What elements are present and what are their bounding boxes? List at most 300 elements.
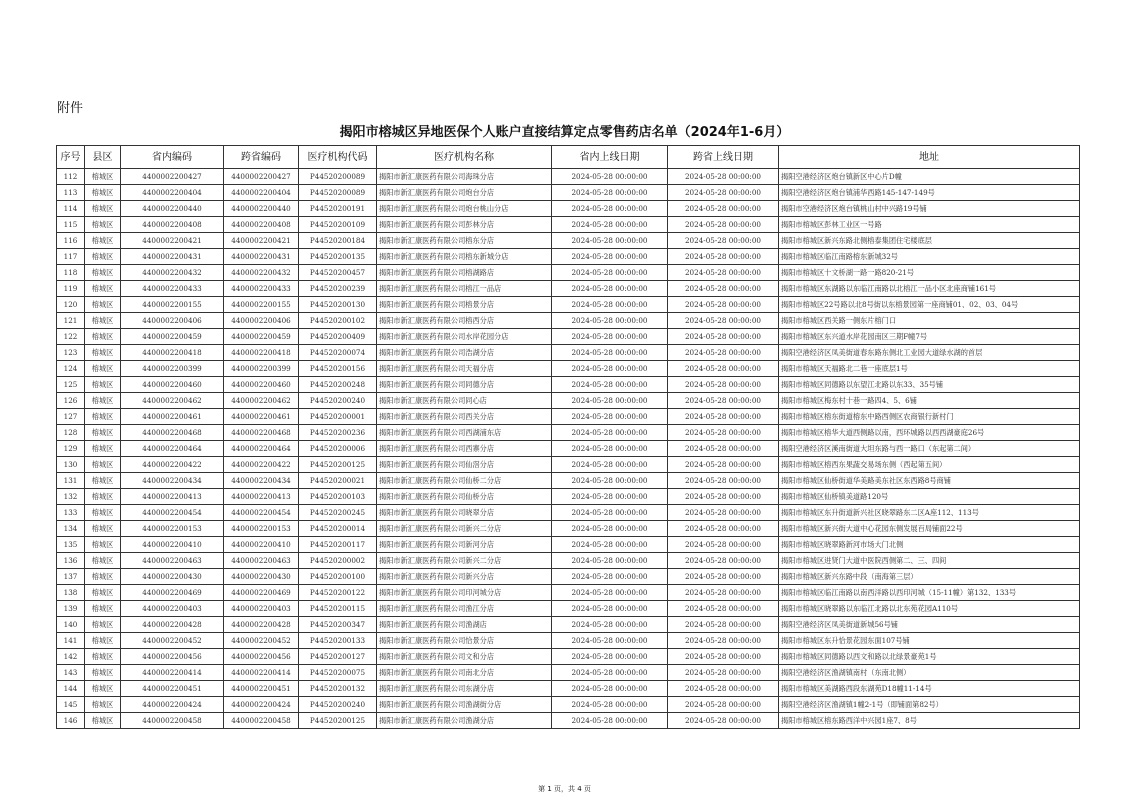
table-row bbox=[57, 281, 1080, 297]
table-row bbox=[57, 217, 1080, 233]
row-cross-date: 2024-05-28 00:00:00 bbox=[668, 169, 779, 185]
row-district: 榕城区 bbox=[85, 313, 121, 329]
table-row bbox=[57, 681, 1080, 697]
row-institution-name: 揭阳市新汇康医药有限公司同德分店 bbox=[377, 377, 552, 393]
row-district: 榕城区 bbox=[85, 537, 121, 553]
row-institution-code: P44520200125 bbox=[299, 713, 377, 729]
row-address: 揭阳市榕城区新兴东路中段（南海第三层） bbox=[779, 569, 1080, 585]
row-institution-code: P44520200103 bbox=[299, 489, 377, 505]
row-province-code: 4400002200462 bbox=[121, 393, 224, 409]
row-address: 揭阳空港经济区渔湖镇1幢2-1号（即铺面第82号） bbox=[779, 697, 1080, 713]
row-cross-date: 2024-05-28 00:00:00 bbox=[668, 553, 779, 569]
row-province-date: 2024-05-28 00:00:00 bbox=[552, 553, 668, 569]
row-institution-name: 揭阳市新汇康医药有限公司榕景分店 bbox=[377, 297, 552, 313]
row-province-code: 4400002200469 bbox=[121, 585, 224, 601]
row-district: 榕城区 bbox=[85, 681, 121, 697]
table-row bbox=[57, 649, 1080, 665]
row-index: 141 bbox=[57, 633, 85, 649]
col-header-province-online-date: 省内上线日期 bbox=[552, 146, 668, 169]
row-cross-code: 4400002200459 bbox=[224, 329, 299, 345]
row-institution-name: 揭阳市新汇康医药有限公司彭林分店 bbox=[377, 217, 552, 233]
row-index: 124 bbox=[57, 361, 85, 377]
row-address: 揭阳市榕城区晓翠路以东临江北路以北东苑花园A110号 bbox=[779, 601, 1080, 617]
row-address: 揭阳市榕城区仙桥街道华美路美东社区东西路8号商铺 bbox=[779, 473, 1080, 489]
row-province-code: 4400002200408 bbox=[121, 217, 224, 233]
row-institution-name: 揭阳市新汇康医药有限公司新兴分店 bbox=[377, 569, 552, 585]
row-cross-date: 2024-05-28 00:00:00 bbox=[668, 265, 779, 281]
row-district: 榕城区 bbox=[85, 697, 121, 713]
row-index: 118 bbox=[57, 265, 85, 281]
row-province-code: 4400002200440 bbox=[121, 201, 224, 217]
row-province-date: 2024-05-28 00:00:00 bbox=[552, 329, 668, 345]
row-cross-date: 2024-05-28 00:00:00 bbox=[668, 361, 779, 377]
row-cross-date: 2024-05-28 00:00:00 bbox=[668, 281, 779, 297]
pharmacy-table bbox=[56, 145, 1080, 729]
row-cross-code: 4400002200461 bbox=[224, 409, 299, 425]
row-district: 榕城区 bbox=[85, 489, 121, 505]
table-row bbox=[57, 697, 1080, 713]
row-institution-code: P44520200184 bbox=[299, 233, 377, 249]
row-district: 榕城区 bbox=[85, 345, 121, 361]
row-institution-name: 揭阳市新汇康医药有限公司东湖分店 bbox=[377, 681, 552, 697]
row-institution-name: 揭阳市新汇康医药有限公司浩湖分店 bbox=[377, 345, 552, 361]
row-cross-code: 4400002200424 bbox=[224, 697, 299, 713]
row-cross-code: 4400002200462 bbox=[224, 393, 299, 409]
row-district: 榕城区 bbox=[85, 409, 121, 425]
row-province-code: 4400002200404 bbox=[121, 185, 224, 201]
row-district: 榕城区 bbox=[85, 169, 121, 185]
row-province-date: 2024-05-28 00:00:00 bbox=[552, 489, 668, 505]
row-cross-code: 4400002200440 bbox=[224, 201, 299, 217]
row-province-date: 2024-05-28 00:00:00 bbox=[552, 569, 668, 585]
row-cross-date: 2024-05-28 00:00:00 bbox=[668, 345, 779, 361]
row-address: 揭阳市榕城区榕华大道西侧路以南，西环城路以西西湖豪庭26号 bbox=[779, 425, 1080, 441]
row-cross-date: 2024-05-28 00:00:00 bbox=[668, 633, 779, 649]
row-index: 145 bbox=[57, 697, 85, 713]
row-province-date: 2024-05-28 00:00:00 bbox=[552, 233, 668, 249]
row-district: 榕城区 bbox=[85, 249, 121, 265]
row-index: 127 bbox=[57, 409, 85, 425]
row-cross-date: 2024-05-28 00:00:00 bbox=[668, 473, 779, 489]
row-province-date: 2024-05-28 00:00:00 bbox=[552, 345, 668, 361]
row-institution-name: 揭阳市新汇康医药有限公司西寨分店 bbox=[377, 441, 552, 457]
row-province-date: 2024-05-28 00:00:00 bbox=[552, 617, 668, 633]
row-province-date: 2024-05-28 00:00:00 bbox=[552, 521, 668, 537]
row-district: 榕城区 bbox=[85, 601, 121, 617]
row-province-code: 4400002200155 bbox=[121, 297, 224, 313]
table-row bbox=[57, 521, 1080, 537]
table-row bbox=[57, 569, 1080, 585]
row-province-date: 2024-05-28 00:00:00 bbox=[552, 393, 668, 409]
row-index: 114 bbox=[57, 201, 85, 217]
row-district: 榕城区 bbox=[85, 329, 121, 345]
row-province-date: 2024-05-28 00:00:00 bbox=[552, 441, 668, 457]
row-institution-code: P44520200156 bbox=[299, 361, 377, 377]
row-address: 揭阳市榕城区临江南路榕东新城32号 bbox=[779, 249, 1080, 265]
row-institution-code: P44520200089 bbox=[299, 185, 377, 201]
table-row bbox=[57, 265, 1080, 281]
row-province-code: 4400002200433 bbox=[121, 281, 224, 297]
row-institution-name: 揭阳市新汇康医药有限公司恰景分店 bbox=[377, 633, 552, 649]
row-district: 榕城区 bbox=[85, 217, 121, 233]
row-address: 揭阳市榕城区梅东村十巷一路四4、5、6铺 bbox=[779, 393, 1080, 409]
row-province-date: 2024-05-28 00:00:00 bbox=[552, 377, 668, 393]
table-row bbox=[57, 249, 1080, 265]
table-row bbox=[57, 505, 1080, 521]
table-row bbox=[57, 361, 1080, 377]
row-cross-date: 2024-05-28 00:00:00 bbox=[668, 217, 779, 233]
table-row bbox=[57, 601, 1080, 617]
row-district: 榕城区 bbox=[85, 441, 121, 457]
row-institution-name: 揭阳市新汇康医药有限公司西关分店 bbox=[377, 409, 552, 425]
row-district: 榕城区 bbox=[85, 665, 121, 681]
row-institution-name: 揭阳市新汇康医药有限公司天福分店 bbox=[377, 361, 552, 377]
row-institution-name: 揭阳市新汇康医药有限公司渔江分店 bbox=[377, 601, 552, 617]
row-province-date: 2024-05-28 00:00:00 bbox=[552, 201, 668, 217]
row-province-code: 4400002200460 bbox=[121, 377, 224, 393]
row-province-code: 4400002200413 bbox=[121, 489, 224, 505]
row-cross-date: 2024-05-28 00:00:00 bbox=[668, 489, 779, 505]
row-address: 揭阳市榕城区彭林工业区一号路 bbox=[779, 217, 1080, 233]
row-index: 115 bbox=[57, 217, 85, 233]
row-address: 揭阳市榕城区天福路北二巷一座底层1号 bbox=[779, 361, 1080, 377]
row-institution-code: P44520200125 bbox=[299, 457, 377, 473]
row-institution-code: P44520200001 bbox=[299, 409, 377, 425]
row-province-date: 2024-05-28 00:00:00 bbox=[552, 649, 668, 665]
row-institution-code: P44520200115 bbox=[299, 601, 377, 617]
row-cross-date: 2024-05-28 00:00:00 bbox=[668, 185, 779, 201]
row-address: 揭阳市榕城区东兴道水岸花园南区三期F幢7号 bbox=[779, 329, 1080, 345]
row-address: 揭阳空港经济区凤美街道春东路东侧北工业园大道绿水湖的首层 bbox=[779, 345, 1080, 361]
row-district: 榕城区 bbox=[85, 585, 121, 601]
row-address: 揭阳市榕城区十文桥湖一路一路820-21号 bbox=[779, 265, 1080, 281]
row-cross-date: 2024-05-28 00:00:00 bbox=[668, 249, 779, 265]
row-province-date: 2024-05-28 00:00:00 bbox=[552, 457, 668, 473]
row-province-code: 4400002200432 bbox=[121, 265, 224, 281]
row-cross-code: 4400002200410 bbox=[224, 537, 299, 553]
row-district: 榕城区 bbox=[85, 377, 121, 393]
row-cross-code: 4400002200428 bbox=[224, 617, 299, 633]
row-address: 揭阳市榕城区东湖路以东临江南路以北榕江一品小区北座商铺161号 bbox=[779, 281, 1080, 297]
row-cross-code: 4400002200460 bbox=[224, 377, 299, 393]
row-province-date: 2024-05-28 00:00:00 bbox=[552, 601, 668, 617]
row-cross-code: 4400002200456 bbox=[224, 649, 299, 665]
row-index: 119 bbox=[57, 281, 85, 297]
table-row bbox=[57, 713, 1080, 729]
row-district: 榕城区 bbox=[85, 617, 121, 633]
row-institution-code: P44520200245 bbox=[299, 505, 377, 521]
row-address: 揭阳空港经济区凤美街道新城56号铺 bbox=[779, 617, 1080, 633]
row-institution-code: P44520200457 bbox=[299, 265, 377, 281]
row-cross-date: 2024-05-28 00:00:00 bbox=[668, 329, 779, 345]
row-cross-date: 2024-05-28 00:00:00 bbox=[668, 713, 779, 729]
row-cross-code: 4400002200421 bbox=[224, 233, 299, 249]
row-institution-code: P44520200006 bbox=[299, 441, 377, 457]
row-institution-code: P44520200248 bbox=[299, 377, 377, 393]
row-cross-code: 4400002200431 bbox=[224, 249, 299, 265]
row-index: 133 bbox=[57, 505, 85, 521]
row-address: 揭阳市空港经济区炮台镇桃山村中兴路19号铺 bbox=[779, 201, 1080, 217]
row-address: 揭阳空港经济区渔湖镇南村（东南北侧） bbox=[779, 665, 1080, 681]
row-province-date: 2024-05-28 00:00:00 bbox=[552, 505, 668, 521]
row-cross-date: 2024-05-28 00:00:00 bbox=[668, 409, 779, 425]
row-province-code: 4400002200431 bbox=[121, 249, 224, 265]
row-index: 132 bbox=[57, 489, 85, 505]
table-row bbox=[57, 441, 1080, 457]
row-district: 榕城区 bbox=[85, 633, 121, 649]
row-index: 112 bbox=[57, 169, 85, 185]
row-district: 榕城区 bbox=[85, 201, 121, 217]
row-province-date: 2024-05-28 00:00:00 bbox=[552, 185, 668, 201]
row-cross-code: 4400002200155 bbox=[224, 297, 299, 313]
row-cross-date: 2024-05-28 00:00:00 bbox=[668, 569, 779, 585]
row-cross-date: 2024-05-28 00:00:00 bbox=[668, 297, 779, 313]
row-index: 129 bbox=[57, 441, 85, 457]
row-institution-name: 揭阳市新汇康医药有限公司印河城分店 bbox=[377, 585, 552, 601]
row-province-code: 4400002200463 bbox=[121, 553, 224, 569]
row-institution-code: P44520200127 bbox=[299, 649, 377, 665]
row-province-code: 4400002200418 bbox=[121, 345, 224, 361]
row-address: 揭阳市榕城区西关路一侧东片榕门口 bbox=[779, 313, 1080, 329]
row-province-code: 4400002200427 bbox=[121, 169, 224, 185]
row-institution-name: 揭阳市新汇康医药有限公司文和分店 bbox=[377, 649, 552, 665]
row-cross-code: 4400002200413 bbox=[224, 489, 299, 505]
row-cross-code: 4400002200404 bbox=[224, 185, 299, 201]
table-row bbox=[57, 185, 1080, 201]
row-index: 117 bbox=[57, 249, 85, 265]
row-institution-name: 揭阳市新汇康医药有限公司炮台分店 bbox=[377, 185, 552, 201]
row-address: 揭阳空港经济区溪南街道大坦东路与西一路口（东起第二间） bbox=[779, 441, 1080, 457]
row-institution-name: 揭阳市新汇康医药有限公司新兴二分店 bbox=[377, 553, 552, 569]
row-institution-code: P44520200014 bbox=[299, 521, 377, 537]
row-province-date: 2024-05-28 00:00:00 bbox=[552, 537, 668, 553]
row-institution-code: P44520200021 bbox=[299, 473, 377, 489]
table-row bbox=[57, 233, 1080, 249]
row-institution-code: P44520200109 bbox=[299, 217, 377, 233]
table-row bbox=[57, 585, 1080, 601]
table-row bbox=[57, 297, 1080, 313]
row-province-date: 2024-05-28 00:00:00 bbox=[552, 281, 668, 297]
row-district: 榕城区 bbox=[85, 393, 121, 409]
row-province-date: 2024-05-28 00:00:00 bbox=[552, 697, 668, 713]
row-province-date: 2024-05-28 00:00:00 bbox=[552, 681, 668, 697]
row-cross-code: 4400002200463 bbox=[224, 553, 299, 569]
table-row bbox=[57, 617, 1080, 633]
row-index: 134 bbox=[57, 521, 85, 537]
row-district: 榕城区 bbox=[85, 569, 121, 585]
row-index: 137 bbox=[57, 569, 85, 585]
row-province-code: 4400002200458 bbox=[121, 713, 224, 729]
row-cross-date: 2024-05-28 00:00:00 bbox=[668, 457, 779, 473]
table-row bbox=[57, 537, 1080, 553]
row-province-date: 2024-05-28 00:00:00 bbox=[552, 409, 668, 425]
row-address: 揭阳市榕城区东升街道新兴社区晓翠路东二区A座112、113号 bbox=[779, 505, 1080, 521]
table-row bbox=[57, 473, 1080, 489]
row-province-date: 2024-05-28 00:00:00 bbox=[552, 265, 668, 281]
row-province-code: 4400002200451 bbox=[121, 681, 224, 697]
row-institution-name: 揭阳市新汇康医药有限公司仙桥二分店 bbox=[377, 473, 552, 489]
row-index: 142 bbox=[57, 649, 85, 665]
row-institution-name: 揭阳市新汇康医药有限公司西湖浦东店 bbox=[377, 425, 552, 441]
row-cross-code: 4400002200399 bbox=[224, 361, 299, 377]
row-institution-name: 揭阳市新汇康医药有限公司仙滘分店 bbox=[377, 457, 552, 473]
row-institution-name: 揭阳市新汇康医药有限公司榕江一品店 bbox=[377, 281, 552, 297]
row-institution-code: P44520200239 bbox=[299, 281, 377, 297]
row-cross-code: 4400002200408 bbox=[224, 217, 299, 233]
row-district: 榕城区 bbox=[85, 457, 121, 473]
row-cross-date: 2024-05-28 00:00:00 bbox=[668, 665, 779, 681]
row-index: 140 bbox=[57, 617, 85, 633]
row-institution-code: P44520200347 bbox=[299, 617, 377, 633]
row-province-code: 4400002200468 bbox=[121, 425, 224, 441]
col-header-institution-code: 医疗机构代码 bbox=[299, 146, 377, 169]
row-district: 榕城区 bbox=[85, 361, 121, 377]
row-index: 143 bbox=[57, 665, 85, 681]
table-row bbox=[57, 665, 1080, 681]
row-cross-code: 4400002200469 bbox=[224, 585, 299, 601]
row-address: 揭阳市榕城区22号路以北8号街以东榕景园第一座商铺01、02、03、04号 bbox=[779, 297, 1080, 313]
row-district: 榕城区 bbox=[85, 281, 121, 297]
col-header-cross-province-code: 跨省编码 bbox=[224, 146, 299, 169]
row-province-code: 4400002200434 bbox=[121, 473, 224, 489]
row-address: 揭阳市榕城区东升恰景花园东面107号铺 bbox=[779, 633, 1080, 649]
row-institution-name: 揭阳市新汇康医药有限公司榕东分店 bbox=[377, 233, 552, 249]
row-cross-code: 4400002200153 bbox=[224, 521, 299, 537]
row-province-code: 4400002200410 bbox=[121, 537, 224, 553]
row-address: 揭阳市榕城区新兴东路北侧榕泰集团住宅楼底层 bbox=[779, 233, 1080, 249]
col-header-province-code: 省内编码 bbox=[121, 146, 224, 169]
row-address: 揭阳市榕城区仙桥镇美道路120号 bbox=[779, 489, 1080, 505]
row-institution-code: P44520200002 bbox=[299, 553, 377, 569]
col-header-institution-name: 医疗机构名称 bbox=[377, 146, 552, 169]
row-province-code: 4400002200459 bbox=[121, 329, 224, 345]
document-title: 揭阳市榕城区异地医保个人账户直接结算定点零售药店名单（2024年1-6月） bbox=[339, 125, 790, 140]
row-district: 榕城区 bbox=[85, 649, 121, 665]
col-header-district: 县区 bbox=[85, 146, 121, 169]
row-cross-code: 4400002200403 bbox=[224, 601, 299, 617]
row-address: 揭阳市榕城区榕东街道榕东中路西侧区农商银行新村门 bbox=[779, 409, 1080, 425]
row-address: 揭阳市榕城区榕西东果蔬交易场东侧（西起第五间） bbox=[779, 457, 1080, 473]
row-cross-code: 4400002200406 bbox=[224, 313, 299, 329]
row-cross-code: 4400002200458 bbox=[224, 713, 299, 729]
row-cross-code: 4400002200430 bbox=[224, 569, 299, 585]
row-province-date: 2024-05-28 00:00:00 bbox=[552, 217, 668, 233]
table-row bbox=[57, 329, 1080, 345]
row-institution-code: P44520200089 bbox=[299, 169, 377, 185]
row-cross-date: 2024-05-28 00:00:00 bbox=[668, 505, 779, 521]
row-cross-date: 2024-05-28 00:00:00 bbox=[668, 617, 779, 633]
row-address: 揭阳市榕城区榕东路西洋中兴园1座7、8号 bbox=[779, 713, 1080, 729]
row-cross-date: 2024-05-28 00:00:00 bbox=[668, 393, 779, 409]
row-cross-date: 2024-05-28 00:00:00 bbox=[668, 681, 779, 697]
row-cross-code: 4400002200432 bbox=[224, 265, 299, 281]
row-institution-code: P44520200135 bbox=[299, 249, 377, 265]
row-institution-name: 揭阳市新汇康医药有限公司仙桥分店 bbox=[377, 489, 552, 505]
row-cross-date: 2024-05-28 00:00:00 bbox=[668, 697, 779, 713]
row-province-date: 2024-05-28 00:00:00 bbox=[552, 473, 668, 489]
row-district: 榕城区 bbox=[85, 713, 121, 729]
row-institution-code: P44520200117 bbox=[299, 537, 377, 553]
row-province-code: 4400002200464 bbox=[121, 441, 224, 457]
row-cross-date: 2024-05-28 00:00:00 bbox=[668, 425, 779, 441]
row-institution-code: P44520200074 bbox=[299, 345, 377, 361]
row-district: 榕城区 bbox=[85, 521, 121, 537]
col-header-index: 序号 bbox=[57, 146, 85, 169]
table-row bbox=[57, 345, 1080, 361]
row-index: 113 bbox=[57, 185, 85, 201]
row-index: 144 bbox=[57, 681, 85, 697]
row-institution-name: 揭阳市新汇康医药有限公司榕湖路店 bbox=[377, 265, 552, 281]
row-index: 139 bbox=[57, 601, 85, 617]
row-province-code: 4400002200454 bbox=[121, 505, 224, 521]
row-province-date: 2024-05-28 00:00:00 bbox=[552, 633, 668, 649]
table-row bbox=[57, 201, 1080, 217]
row-institution-code: P44520200102 bbox=[299, 313, 377, 329]
row-district: 榕城区 bbox=[85, 505, 121, 521]
row-index: 123 bbox=[57, 345, 85, 361]
row-institution-name: 揭阳市新汇康医药有限公司榕西分店 bbox=[377, 313, 552, 329]
row-institution-name: 揭阳市新汇康医药有限公司新河分店 bbox=[377, 537, 552, 553]
row-institution-name: 揭阳市新汇康医药有限公司榕东新城分店 bbox=[377, 249, 552, 265]
row-address: 揭阳市榕城区进贤门大道中医院西侧第二、三、四间 bbox=[779, 553, 1080, 569]
col-header-cross-online-date: 跨省上线日期 bbox=[668, 146, 779, 169]
row-cross-date: 2024-05-28 00:00:00 bbox=[668, 537, 779, 553]
row-district: 榕城区 bbox=[85, 297, 121, 313]
row-institution-code: P44520200100 bbox=[299, 569, 377, 585]
table-row bbox=[57, 409, 1080, 425]
row-district: 榕城区 bbox=[85, 425, 121, 441]
row-index: 120 bbox=[57, 297, 85, 313]
row-address: 揭阳空港经济区炮台镇浦华西路145-147-149号 bbox=[779, 185, 1080, 201]
row-cross-code: 4400002200464 bbox=[224, 441, 299, 457]
row-address: 揭阳市榕城区晓翠路新河市场大门北侧 bbox=[779, 537, 1080, 553]
row-institution-name: 揭阳市新汇康医药有限公司同心店 bbox=[377, 393, 552, 409]
row-province-date: 2024-05-28 00:00:00 bbox=[552, 361, 668, 377]
row-index: 135 bbox=[57, 537, 85, 553]
row-district: 榕城区 bbox=[85, 233, 121, 249]
row-cross-code: 4400002200414 bbox=[224, 665, 299, 681]
row-cross-code: 4400002200451 bbox=[224, 681, 299, 697]
row-institution-code: P44520200409 bbox=[299, 329, 377, 345]
row-province-date: 2024-05-28 00:00:00 bbox=[552, 313, 668, 329]
row-index: 138 bbox=[57, 585, 85, 601]
row-institution-name: 揭阳市新汇康医药有限公司水岸花园分店 bbox=[377, 329, 552, 345]
row-institution-name: 揭阳市新汇康医药有限公司南北分店 bbox=[377, 665, 552, 681]
row-index: 128 bbox=[57, 425, 85, 441]
row-institution-code: P44520200133 bbox=[299, 633, 377, 649]
table-row bbox=[57, 489, 1080, 505]
row-address: 揭阳市榕城区同德路以西文和路以北绿景豪苑1号 bbox=[779, 649, 1080, 665]
row-address: 揭阳市榕城区美湖路西段东湖苑D18幢11-14号 bbox=[779, 681, 1080, 697]
table-row bbox=[57, 169, 1080, 185]
row-cross-code: 4400002200434 bbox=[224, 473, 299, 489]
row-institution-code: P44520200236 bbox=[299, 425, 377, 441]
row-province-code: 4400002200428 bbox=[121, 617, 224, 633]
row-province-code: 4400002200399 bbox=[121, 361, 224, 377]
row-cross-code: 4400002200422 bbox=[224, 457, 299, 473]
row-cross-date: 2024-05-28 00:00:00 bbox=[668, 521, 779, 537]
row-institution-code: P44520200191 bbox=[299, 201, 377, 217]
row-institution-code: P44520200240 bbox=[299, 393, 377, 409]
row-cross-date: 2024-05-28 00:00:00 bbox=[668, 601, 779, 617]
row-index: 121 bbox=[57, 313, 85, 329]
table-row bbox=[57, 377, 1080, 393]
row-district: 榕城区 bbox=[85, 265, 121, 281]
row-cross-code: 4400002200433 bbox=[224, 281, 299, 297]
page-footer: 第 1 页，共 4 页 bbox=[538, 785, 591, 793]
row-address: 揭阳市榕城区同德路以东望江北路以东33、35号铺 bbox=[779, 377, 1080, 393]
row-province-code: 4400002200422 bbox=[121, 457, 224, 473]
